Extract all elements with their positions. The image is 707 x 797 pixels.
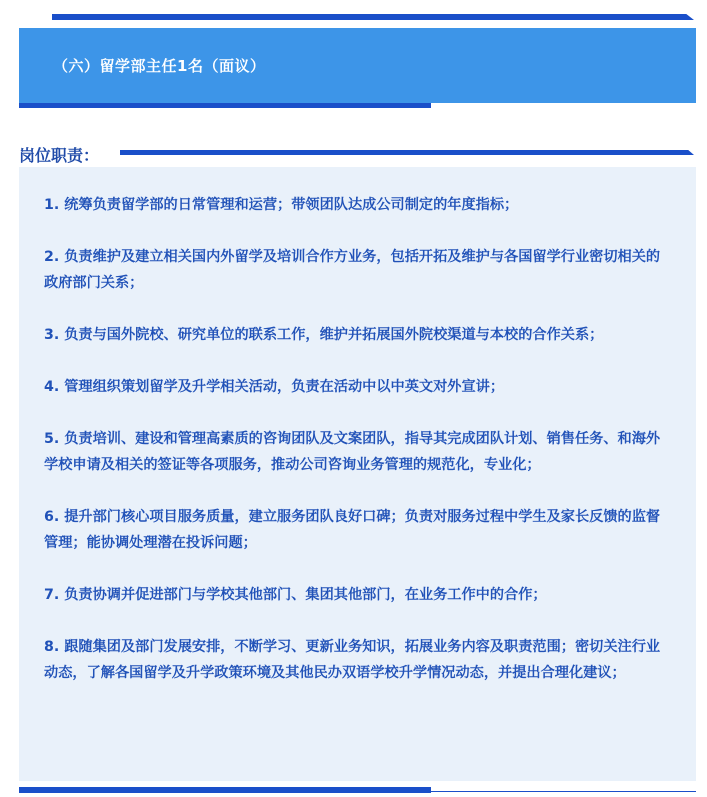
bottom-thin-rule bbox=[431, 791, 696, 792]
title-banner bbox=[19, 28, 696, 103]
duty-item: 8. 跟随集团及部门发展安排，不断学习、更新业务知识，拓展业务内容及职责范围；密切关注行业动态，了解各国留学及升学政策环境及其他民办双语学校升学情况动态，并提出合理化建议； bbox=[44, 639, 661, 681]
duty-item: 5. 负责培训、建设和管理高素质的咨询团队及文案团队，指导其完成团队计划、销售任务、和海外学校申请及相关的签证等各项服务，推动公司咨询业务管理的规范化，专业化； bbox=[44, 431, 661, 473]
section-heading: 岗位职责： bbox=[19, 146, 100, 165]
heading-rule bbox=[120, 150, 694, 155]
title-underline-bar bbox=[19, 103, 431, 108]
duty-item: 6. 提升部门核心项目服务质量，建立服务团队良好口碑；负责对服务过程中学生及家长反馈的监督管理；能协调处理潜在投诉问题； bbox=[44, 509, 661, 551]
bottom-accent-bar bbox=[19, 787, 431, 793]
duty-item: 1. 统筹负责留学部的日常管理和运营；带领团队达成公司制定的年度指标； bbox=[44, 197, 519, 213]
position-title: （六）留学部主任1名（面议） bbox=[53, 57, 266, 75]
top-accent-bar bbox=[52, 14, 694, 20]
duty-item: 7. 负责协调并促进部门与学校其他部门、集团其他部门，在业务工作中的合作； bbox=[44, 587, 547, 603]
duties-list bbox=[44, 192, 674, 712]
duty-item: 4. 管理组织策划留学及升学相关活动，负责在活动中以中英文对外宣讲； bbox=[44, 379, 505, 395]
duties-panel bbox=[19, 167, 696, 781]
duty-item: 3. 负责与国外院校、研究单位的联系工作，维护并拓展国外院校渠道与本校的合作关系； bbox=[44, 327, 604, 343]
duty-item: 2. 负责维护及建立相关国内外留学及培训合作方业务，包括开拓及维护与各国留学行业密切相关的政府部门关系； bbox=[44, 249, 661, 291]
